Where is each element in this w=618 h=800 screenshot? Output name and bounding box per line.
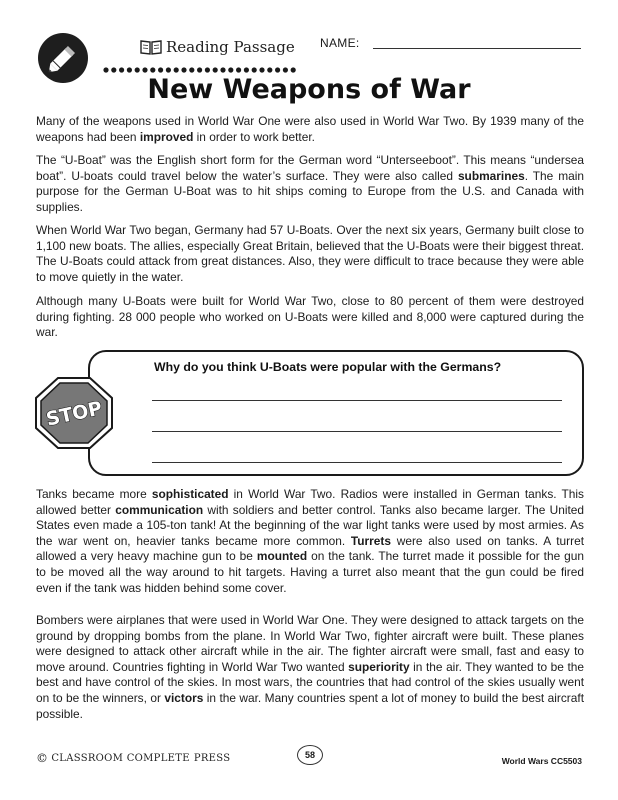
copyright-icon: © xyxy=(36,751,49,765)
paragraph-text: in the war. Many countries spent a lot of money to build the best aircraft possible. xyxy=(36,690,584,721)
paragraph-aircraft xyxy=(36,613,584,722)
paragraph-text: were also used on tanks. A turret allowed a very heavy machine gun to be xyxy=(36,533,584,564)
stop-sign-text: STOP xyxy=(44,397,105,431)
open-book-icon xyxy=(140,39,162,55)
vocabulary-term: communication xyxy=(115,502,204,517)
paragraph-text: The “U-Boat” was the English short form for the German word “Unterseeboot”. This means “undersea boat”. U-boats could travel below the water’s surface. They were also called xyxy=(36,153,584,183)
stop-sign-icon xyxy=(32,376,124,450)
publisher-logo xyxy=(36,751,230,765)
paragraph-text: Bombers were airplanes that were used in World War One. They were designed to attack targets on the ground by dropping bombs from the plane. In World War Two, fighter aircraft were built. These planes were designed to attack other aircraft while in the air. The fighter aircraft were small, fast and easy to move around. Countries fighting in World War Two wanted xyxy=(36,613,584,674)
paragraph-text: Many of the weapons used in World War One were also used in World War Two. By 1939 many of the weapons had been xyxy=(36,114,584,144)
paragraph-text: Although many U-Boats were built for World War Two, close to 80 percent of them were destroyed during fighting. 28 000 people who worked on U-Boats were killed and 8,000 were captured during the war. xyxy=(36,294,584,340)
paragraph-u-boat-numbers xyxy=(36,223,584,285)
paragraph-text: Tanks became more xyxy=(36,487,152,501)
publisher-name: CLASSROOM COMPLETE xyxy=(51,752,190,764)
page-title: New Weapons of War xyxy=(147,74,471,105)
vocabulary-term: superiority xyxy=(348,659,410,674)
paragraph-tanks xyxy=(36,487,584,596)
section-label-text: Reading Passage xyxy=(166,38,295,56)
paragraph-text: . The main purpose for the German U-Boat was to hit ships coming to Europe from the U.S. and Canada with supplies. xyxy=(36,168,584,214)
question-box xyxy=(88,350,584,476)
paragraph-text: in World War Two. Radios were installed in German tanks. This allowed better xyxy=(36,487,584,517)
name-label: NAME: xyxy=(320,36,360,50)
answer-line[interactable] xyxy=(152,400,562,401)
answer-line[interactable] xyxy=(152,431,562,432)
publisher-mark: PRESS xyxy=(193,752,231,764)
book-code: World Wars CC5503 xyxy=(501,756,582,766)
name-input-line[interactable] xyxy=(373,48,581,49)
paragraph-text: on the tank. The turret made it possible for the gun to be moved all the way around to hit targets. Having a turret also meant that the gun could be fired even if the tank was hidden behind some cover. xyxy=(36,549,585,595)
paragraph-text: in order to work better. xyxy=(193,129,315,144)
paragraph-text: with soldiers and better control. Tanks also became larger. The United States even made a 105-ton tank! At the beginning of the war light tanks were used by most armies. As the war went on, heavier tanks became more common. xyxy=(36,502,584,548)
paragraph-u-boat-losses xyxy=(36,294,584,341)
question-text: Why do you think U-Boats were popular with the Germans? xyxy=(154,360,502,374)
vocabulary-term: sophisticated xyxy=(151,487,229,501)
answer-line[interactable] xyxy=(152,462,562,463)
vocabulary-term: submarines xyxy=(457,168,525,183)
vocabulary-term: victors xyxy=(164,690,204,705)
paragraph-u-boat-definition xyxy=(36,153,584,215)
paragraph-text: in the air. They wanted to be the best and have control of the skies. In most wars, the countries that had control of the skies usually went on to be the winners, or xyxy=(36,659,584,705)
paragraph-text: When World War Two began, Germany had 57 U-Boats. Over the next six years, Germany built close to 1,100 new boats. The allies, especially Great Britain, believed that the U-Boats were their biggest threat. The U-Boats could attack from great distances. Also, they were difficult to trace because they were able to move quietly in the water. xyxy=(36,223,584,284)
dotted-divider xyxy=(102,66,298,74)
page-number: 58 xyxy=(297,745,323,765)
vocabulary-term: improved xyxy=(139,129,194,144)
vocabulary-term: Turrets xyxy=(350,533,391,548)
paragraph-weapons-intro xyxy=(36,114,584,145)
vocabulary-term: mounted xyxy=(256,549,308,564)
section-label xyxy=(140,38,295,56)
